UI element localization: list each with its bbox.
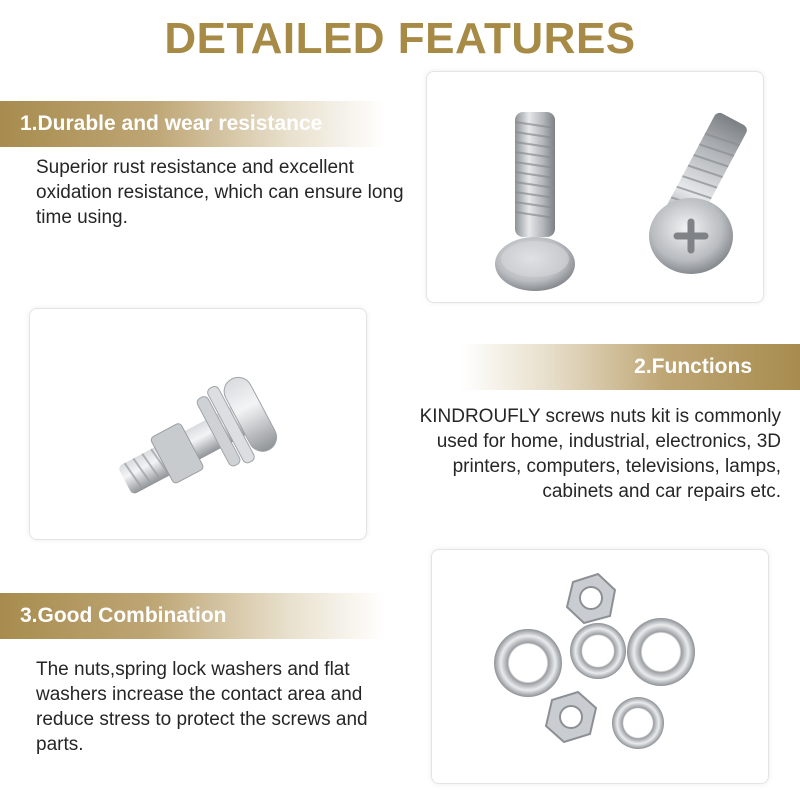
assembly-photo [29,308,367,540]
parts-image [432,550,768,783]
section-1-text: Superior rust resistance and excellent oxidation resistance, which can ensure long time using. [36,157,404,228]
section-1-heading: 1.Durable and wear resistance [0,101,385,147]
parts-photo [431,549,769,784]
screws-image [427,72,763,302]
section-3-text: The nuts,spring lock washers and flat washers increase the contact area and reduce stress to protect the screws and parts. [36,659,368,755]
section-2-heading: 2.Functions [460,344,800,390]
screws-photo [426,71,764,303]
page-title: DETAILED FEATURES [164,14,636,63]
section-3-heading: 3.Good Combination [0,593,385,639]
assembly-image [30,309,366,539]
section-2-text: KINDROUFLY screws nuts kit is commonly used for home, industrial, electronics, 3D printers, computers, televisions, lamps, cabinets and car repairs etc. [419,406,781,502]
